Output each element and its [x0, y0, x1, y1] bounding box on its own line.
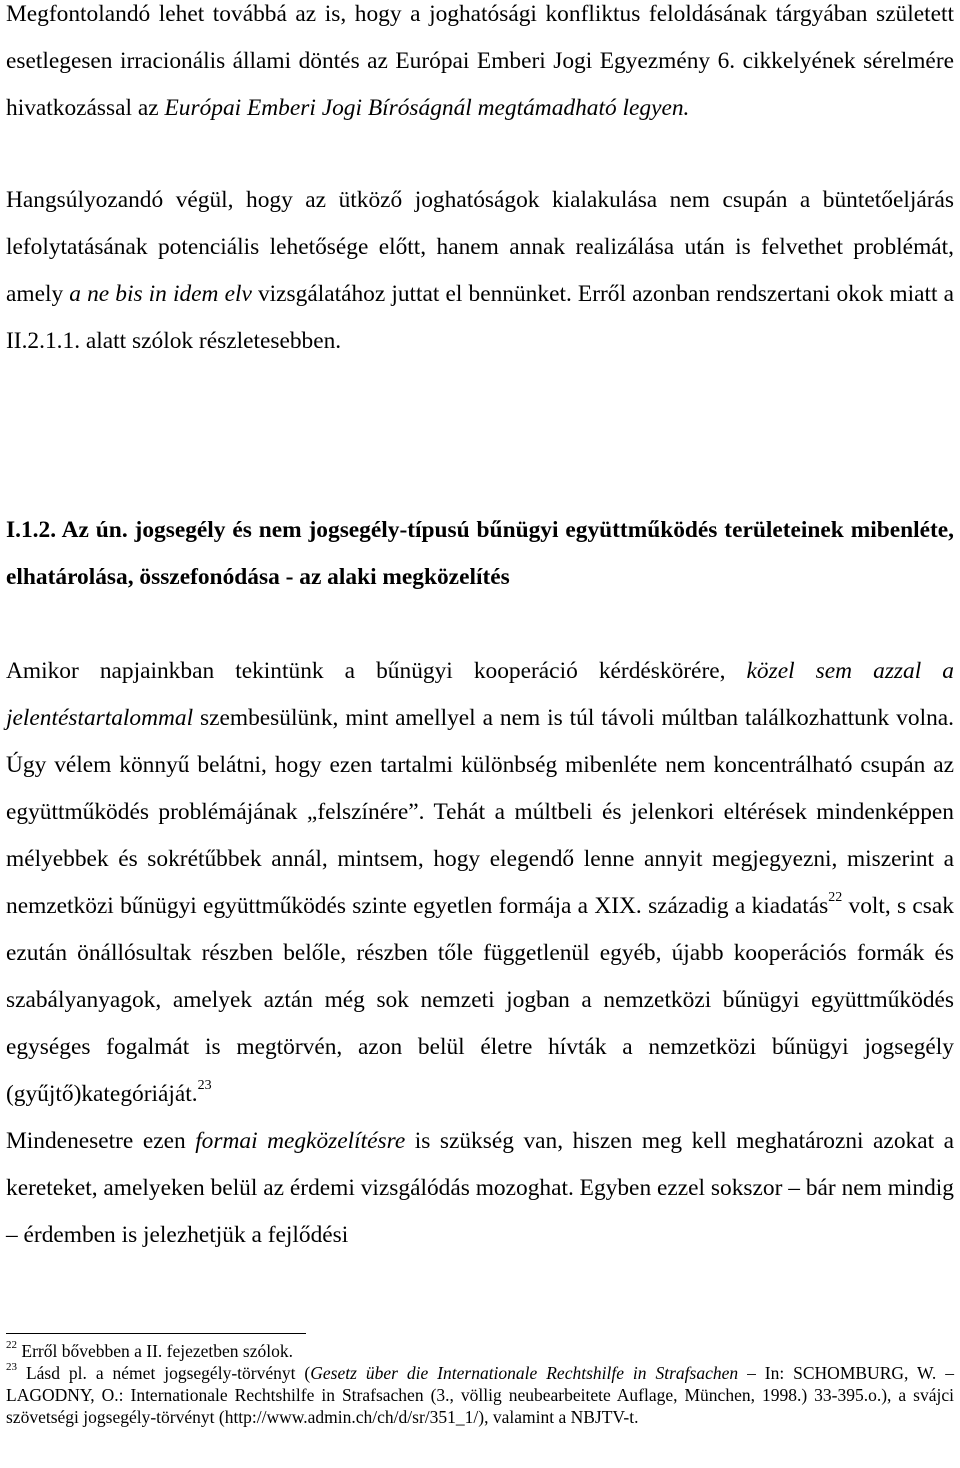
- italic-phrase: formai megközelítésre: [195, 1128, 406, 1154]
- paragraph-conflicting-jurisdictions: Hangsúlyozandó végül, hogy az ütköző joghatóságok kialakulása nem csupán a büntetőeljárás lefolytatásának potenciális lehetősége előtt, hanem annak realizálása után is felvethet problémát, amely a ne bis in idem elv vizsgálatához juttat el bennünket. Erről azonban rendszertani okok miatt a II.2.1.1. alatt szólok részletesebben.: [6, 187, 954, 354]
- footnote-divider: [6, 1333, 306, 1334]
- footnote-23: $^{23}$ Lásd pl. a német jogsegély-törvényt (Gesetz über die Internationale Rechtshilfe in Strafsachen – In: SCHOMBURG, W. – LAGODNY, O.: Internationale Rechtshilfe in Strafsachen (3., völlig neubearbeitete Auflage, München, 1998.) 33-395.o.), a svájci szövetségi jogsegély-törvényt (http://www.admin.ch/ch/d/sr/351_1/), valamint a NBJTV-t.: [6, 1361, 954, 1427]
- footnotes: [6, 1340, 954, 1428]
- section-heading: I.1.2. Az ún. jogsegély és nem jogsegély-típusú bűnügyi együttműködés területeinek mibenléte, elhatárolása, összefonódása - az alaki megközelítés: [6, 517, 954, 590]
- paragraph-cooperation: Amikor napjainkban tekintünk a bűnügyi kooperáció kérdéskörére, közel sem azzal a jelentéstartalommal szembesülünk, mint amellyel a nem is túl távoli múltban találkozhattunk volna. Úgy vélem könnyű belátni, hogy ezen tartalmi különbség mibenléte nem koncentrálható csupán az együttműködés problémájának „felszínére”. Tehát a múltbeli és jelenkori eltérések mindenképpen mélyebbek és sokrétűbbek annál, mintsem, hogy elegendő lenne annyit megjegyezni, miszerint a nemzetközi bűnügyi együttműködés szinte egyetlen formája a XIX. századig a kiadatás$^{22}$ volt, s csak ezután önállósultak részben belőle, részben tőle függetlenül egyéb, újabb kooperációs formák és szabályanyagok, amelyek aztán még sok nemzeti jogban a nemzetközi bűnügyi együttműködés egységes fogalmát is megtörvén, azon belül életre hívták a nemzetközi bűnügyi jogsegély (gyűjtő)kategóriáját.$^{23}$ Mindenesetre ezen formai megközelítésre is szükség van, hiszen meg kell meghatározni azokat a kereteket, amelyeken belül az érdemi vizsgálódás mozoghat. Egyben ezzel sokszor – bár nem mindig – érdemben is jelezhetjük a fejlődési: [6, 658, 954, 1248]
- footnote-22: $^{22}$ Erről bővebben a II. fejezetben szólok.: [6, 1339, 293, 1361]
- footnote-ref-22[interactable]: 22: [828, 890, 843, 906]
- paragraph-echr: Megfontolandó lehet továbbá az is, hogy a joghatósági konfliktus feloldásának tárgyában született esetlegesen irracionális állami döntés az Európai Emberi Jogi Egyezmény 6. cikkelyének sérelmére hivatkozással az Európai Emberi Jogi Bíróságnál megtámadható legyen.: [6, 1, 954, 121]
- italic-phrase: a ne bis in idem elv: [69, 281, 252, 307]
- italic-phrase: Európai Emberi Jogi Bíróságnál megtámadható legyen.: [164, 95, 690, 121]
- italic-phrase: közel sem azzal a jelentéstartalommal: [6, 658, 954, 731]
- footnote-ref-23[interactable]: 23: [197, 1078, 212, 1094]
